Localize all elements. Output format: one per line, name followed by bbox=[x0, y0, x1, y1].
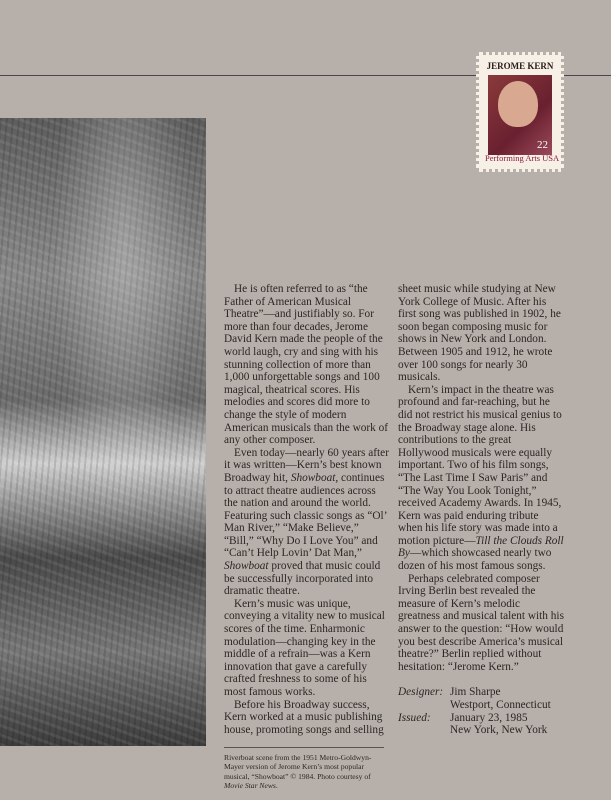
text: —which showcased nearly two dozen of his most famous songs. bbox=[398, 547, 552, 573]
article-columns bbox=[224, 283, 564, 737]
spacer bbox=[398, 699, 450, 712]
stamp-name: JEROME KERN bbox=[486, 61, 554, 71]
caption-text: Riverboat scene from the 1951 Metro-Goldwyn-Mayer version of Jerome Kern’s most popular musical, “Showboat” © 1984. Photo courtesy of bbox=[224, 752, 372, 781]
issued-date: January 23, 1985 bbox=[450, 711, 528, 724]
paragraph: He is often referred to as “the Father of American Musical Theatre”—and justifiably so. For more than four decades, Jerome David Kern made the people of the world laugh, cry and sing with his stunning collection of more than 1,000 unforgettable songs and 100 magical, theatrical scores. His melodies and scores did more to change the style of modern American musicals than the work of any other composer. bbox=[224, 283, 389, 447]
title-italic: Showboat bbox=[290, 471, 336, 484]
text: proved that music could be successfully incorporated into dramatic theatre. bbox=[224, 560, 381, 598]
designer-name: Jim Sharpe bbox=[450, 686, 501, 699]
stamp-portrait bbox=[488, 75, 552, 155]
caption-source: Movie Star News bbox=[224, 781, 276, 790]
riverboat-photo bbox=[0, 118, 206, 746]
paragraph: Kern’s music was unique, conveying a vitality new to musical scores of the time. Enharmonic modulation—changing key in the middle of a refrain—was a Kern innovation that gave a carefully crafted freshness to some of his most famous works. bbox=[224, 597, 385, 698]
article bbox=[224, 283, 564, 790]
header-rule-left bbox=[0, 75, 478, 76]
issued-place: New York, New York bbox=[450, 724, 548, 737]
title-italic: Till the Clouds Roll By bbox=[398, 534, 564, 560]
paragraph: Perhaps celebrated composer Irving Berlin best revealed the measure of Kern’s melodic greatness and musical talent with his answer to the question: “How would you best describe America’s musical theatre?” Berlin replied without hesitation: “Jerome Kern.” bbox=[398, 572, 564, 673]
designer-label: Designer: bbox=[398, 686, 444, 699]
paragraph bbox=[398, 384, 564, 573]
designer-place: Westport, Connecticut bbox=[450, 699, 551, 711]
text: Even today—nearly 60 years after it was written—Kern’s best known Broadway hit, bbox=[224, 446, 389, 484]
portrait-face bbox=[498, 81, 538, 127]
stamp bbox=[476, 52, 564, 172]
paragraph bbox=[224, 447, 390, 598]
text: Kern’s impact in the theatre was profound and far-reaching, but he did not restrict his musical genius to the Broadway stage alone. His contributions to the great Hollywood musicals were equally important. Two of his film songs, “The Last Time I Saw Paris” and “The Way You Look Tonight,” received Academy Awards. In 1945, Kern was paid enduring tribute when his life story was made into a motion picture— bbox=[398, 383, 562, 547]
credits bbox=[398, 686, 564, 736]
issued-label: Issued: bbox=[398, 711, 431, 724]
caption-end: . bbox=[275, 781, 278, 790]
text: , continues to attract theatre audiences across the nation and around the world. Featuring such classic songs as “Ol’ Man River,” “Make Believe,” “Bill,” “Why Do I Love You” and “Can’t Help Lovin’ Dat Man,” bbox=[224, 471, 387, 560]
stamp-caption: Performing Arts USA bbox=[485, 153, 560, 163]
header-rule-right bbox=[564, 75, 611, 76]
title-italic: Showboat bbox=[224, 560, 269, 573]
paragraph: Before his Broadway success, Kern worked at a music publishing house, promoting songs and selling sheet music while studying at New York College of Music. After his first song was published in 1902, he soon began composing music for shows in New York and London. Between 1905 and 1912, he wrote over 100 songs for nearly 30 musicals. bbox=[224, 283, 561, 736]
spacer bbox=[398, 724, 450, 737]
photo-caption bbox=[224, 753, 390, 791]
stamp-denomination: 22 bbox=[537, 139, 548, 151]
caption-rule bbox=[224, 747, 384, 748]
